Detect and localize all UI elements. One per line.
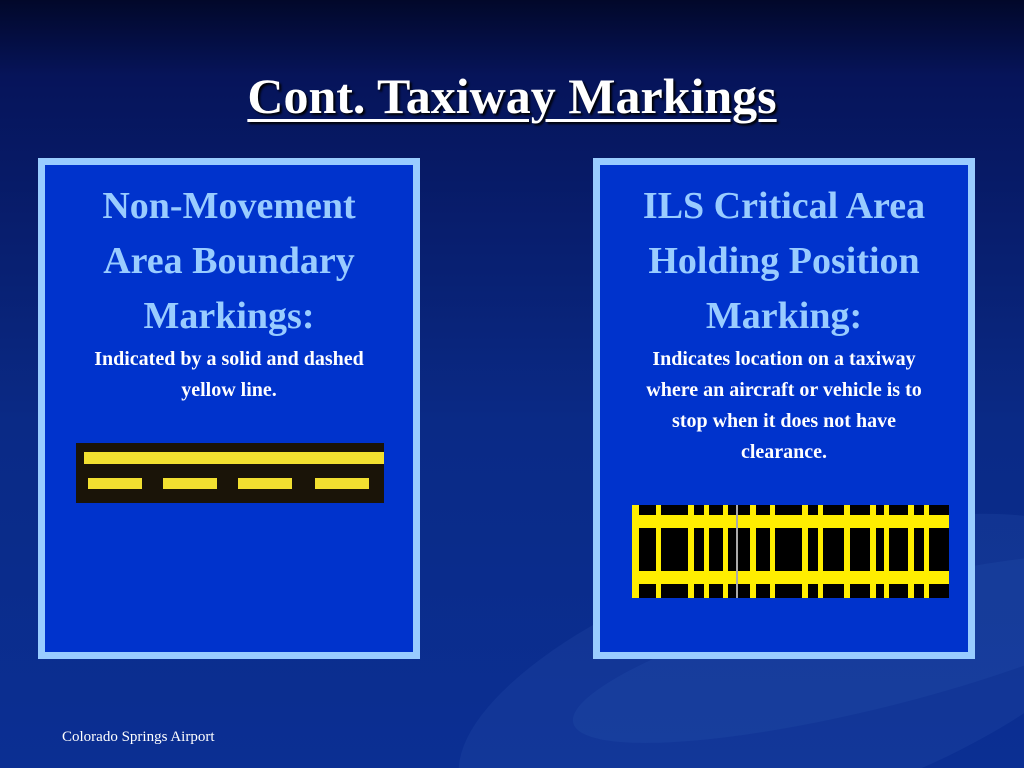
non-movement-boundary-marking-image xyxy=(76,443,384,503)
heading-line: Marking: xyxy=(705,295,863,337)
yellow-crossbar xyxy=(750,505,756,598)
dashed-yellow-segment xyxy=(238,478,292,489)
non-movement-panel xyxy=(38,158,420,659)
yellow-crossbar xyxy=(844,505,850,598)
yellow-crossbar xyxy=(908,505,914,598)
description-line: where an aircraft or vehicle is to xyxy=(646,379,922,401)
heading-line: Non-Movement xyxy=(102,185,356,227)
ils-critical-area-panel xyxy=(593,158,975,659)
image-seam xyxy=(736,505,738,598)
description-line: yellow line. xyxy=(181,379,277,401)
yellow-crossbar xyxy=(656,505,661,598)
heading-line: Area Boundary xyxy=(103,240,355,282)
yellow-rail-top xyxy=(632,515,949,528)
dashed-yellow-segment xyxy=(88,478,142,489)
description-line: stop when it does not have xyxy=(672,410,896,432)
ils-holding-position-marking-image xyxy=(632,505,949,598)
panel-heading xyxy=(600,179,968,344)
footer-text: Colorado Springs Airport xyxy=(62,729,215,745)
dashed-yellow-segment xyxy=(315,478,369,489)
heading-line: Holding Position xyxy=(648,240,920,282)
yellow-crossbar xyxy=(802,505,808,598)
slide-title: Cont. Taxiway Markings xyxy=(247,68,777,124)
yellow-crossbar xyxy=(688,505,694,598)
heading-line: ILS Critical Area xyxy=(642,185,926,227)
heading-line: Markings: xyxy=(143,295,315,337)
yellow-crossbar xyxy=(870,505,876,598)
yellow-crossbar xyxy=(924,505,929,598)
panel-heading xyxy=(45,179,413,344)
description-line: Indicated by a solid and dashed xyxy=(94,348,364,370)
solid-yellow-line xyxy=(84,452,384,464)
yellow-crossbar xyxy=(632,505,639,598)
dashed-yellow-segment xyxy=(163,478,217,489)
yellow-crossbar xyxy=(818,505,823,598)
yellow-crossbar xyxy=(770,505,775,598)
description-line: Indicates location on a taxiway xyxy=(652,348,916,370)
yellow-crossbar xyxy=(704,505,709,598)
yellow-rail-bottom xyxy=(632,571,949,584)
panel-description xyxy=(600,344,968,468)
panel-description xyxy=(45,344,413,406)
description-line: clearance. xyxy=(740,441,828,463)
yellow-crossbar xyxy=(723,505,728,598)
yellow-crossbar xyxy=(884,505,889,598)
